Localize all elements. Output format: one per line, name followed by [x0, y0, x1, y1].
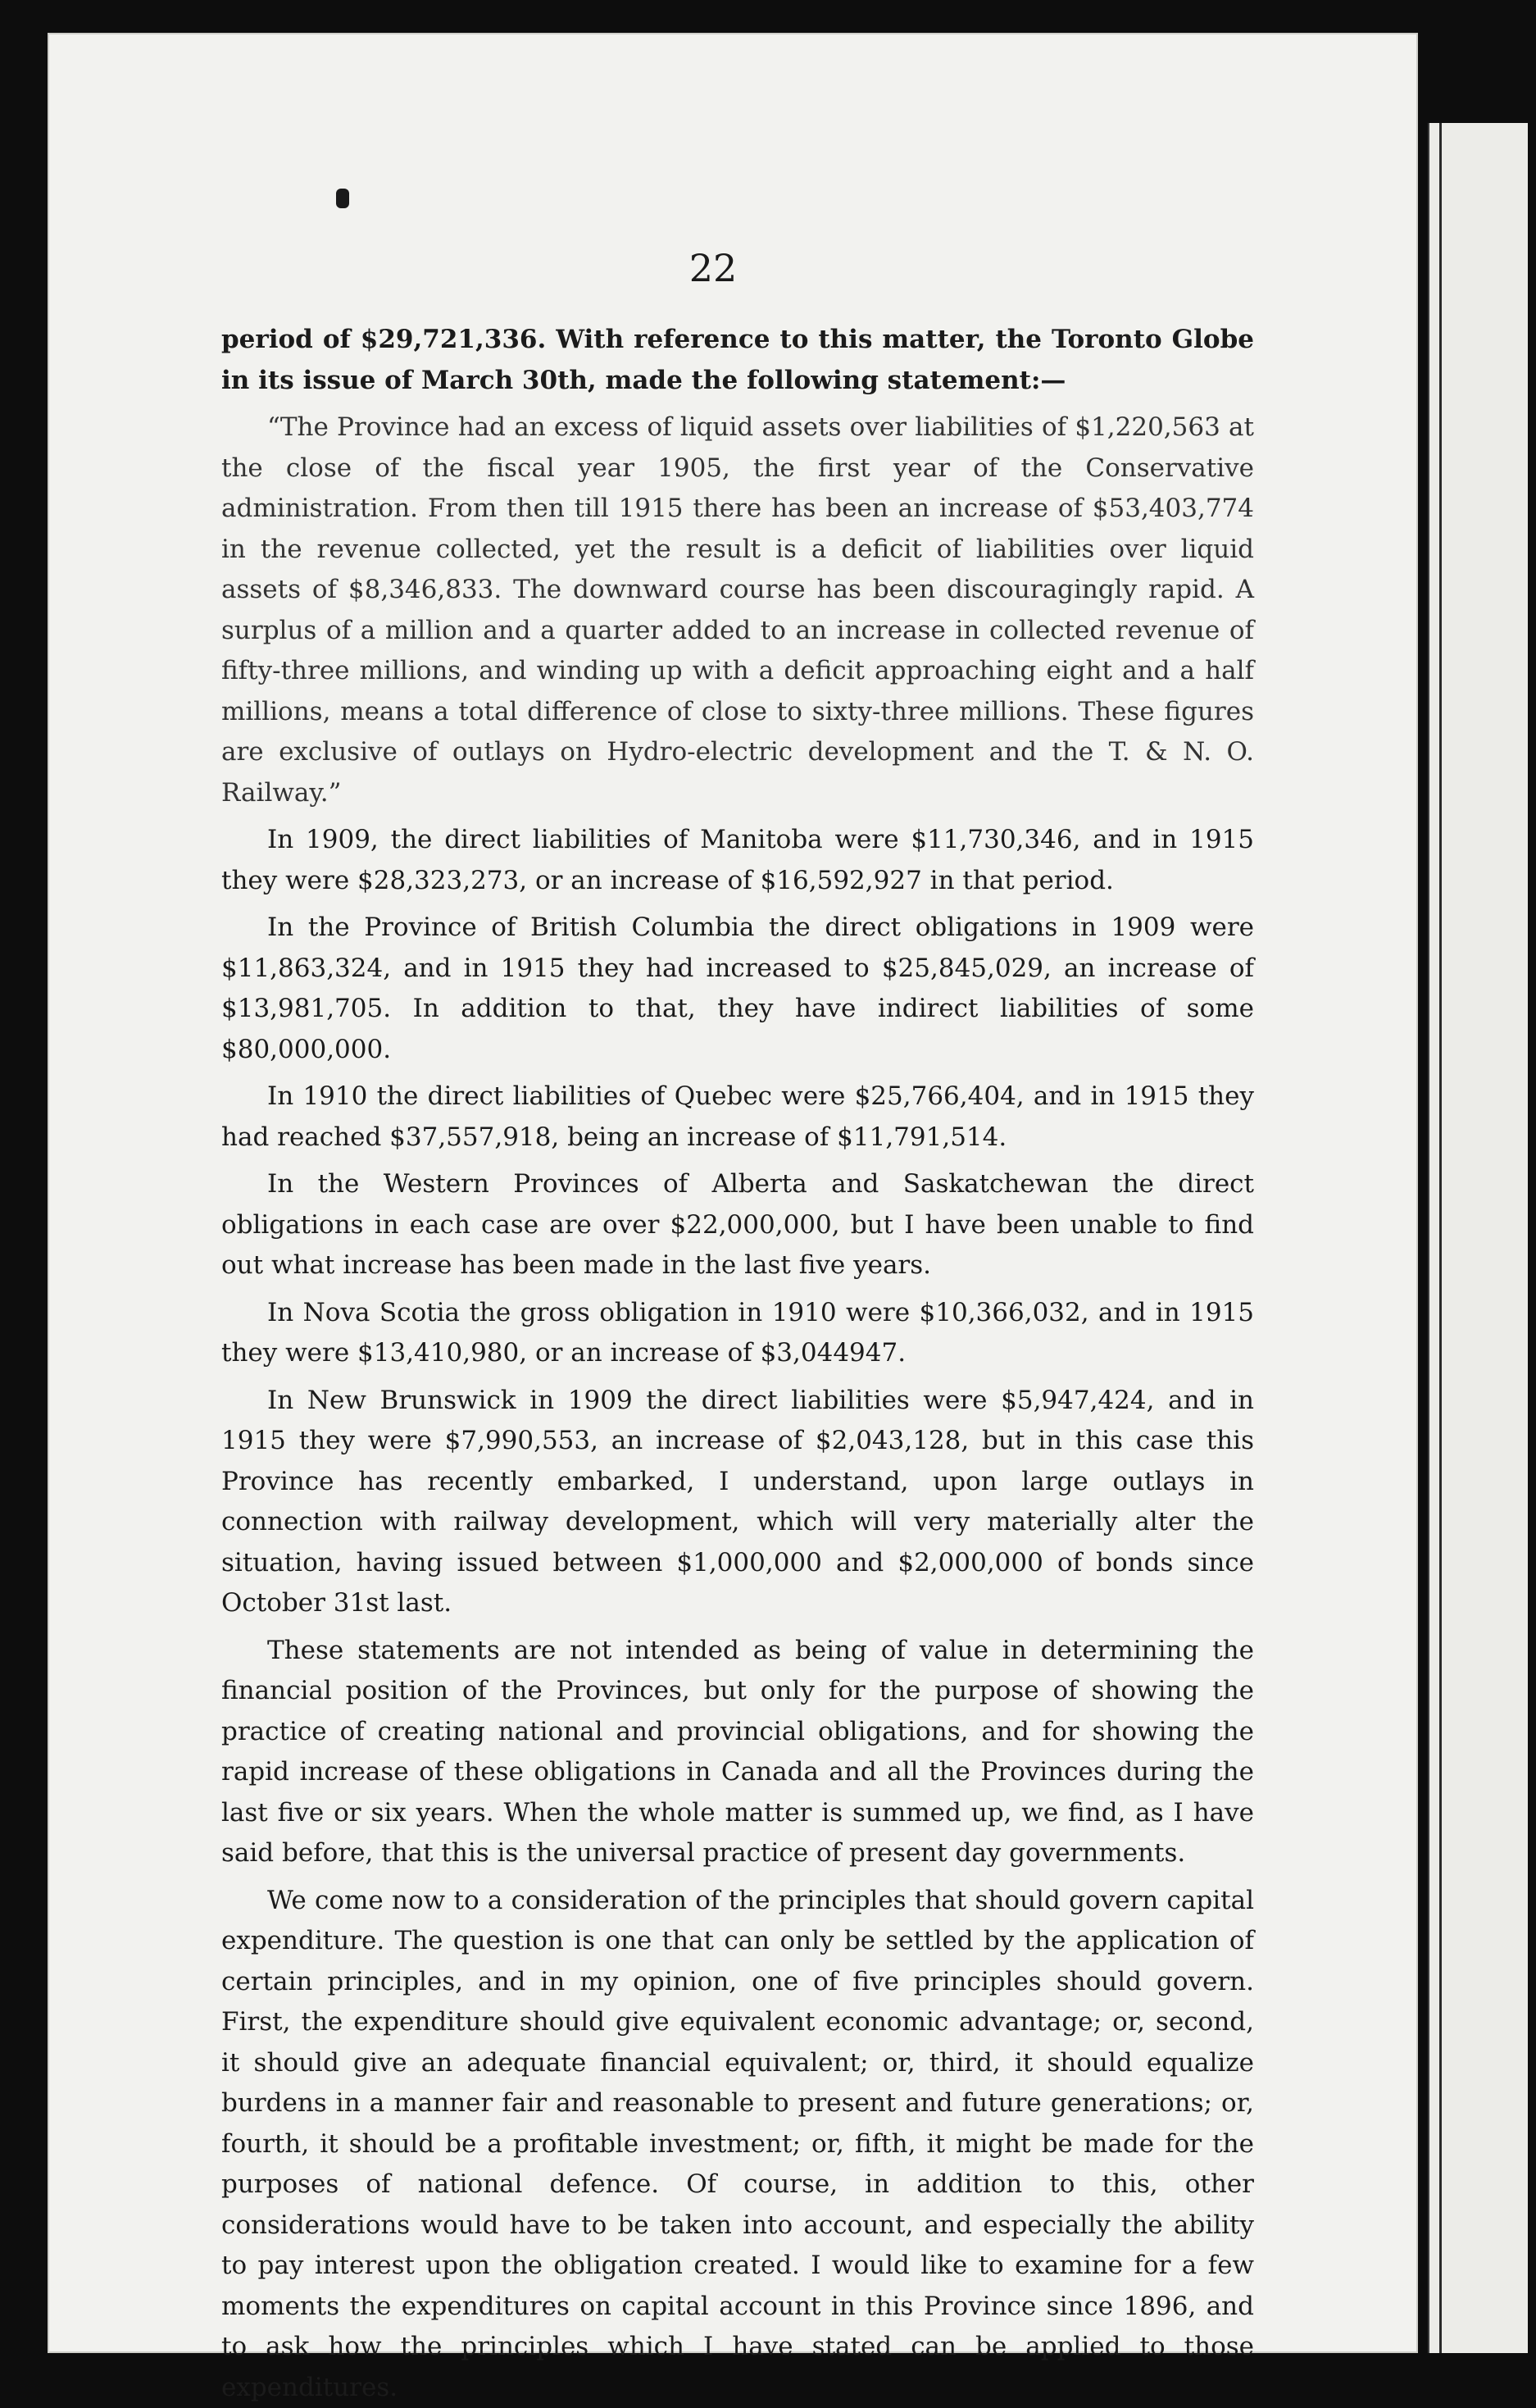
paragraph-3: In 1909, the direct liabilities of Manitoba were $11,730,346, and in 1915 they were $28,323,273, or an increase of $16,592,927 in that period.	[221, 820, 1254, 901]
document-body	[221, 320, 1254, 2408]
paragraph-1: period of $29,721,336. With reference to this matter, the Toronto Globe in its issue of March 30th, made the following statement:—	[221, 320, 1254, 401]
paragraph-2-quotation: “The Province had an excess of liquid assets over liabilities of $1,220,563 at the close of the fiscal year 1905, the first year of the Conservative administration. From then till 1915 there has been an increase of $53,403,774 in the revenue collected, yet the result is a deficit of liabilities over liquid assets of $8,346,833. The downward course has been discouragingly rapid. A surplus of a million and a quarter added to an increase in collected revenue of fifty-three millions, and winding up with a deficit approaching eight and a half millions, means a total difference of close to sixty-three millions. These figures are exclusive of outlays on Hydro-electric development and the T. & N. O. Railway.”	[221, 407, 1254, 813]
page-number: 22	[623, 246, 803, 290]
paragraph-5: In 1910 the direct liabilities of Quebec were $25,766,404, and in 1915 they had reached $37,557,918, being an increase of $11,791,514.	[221, 1077, 1254, 1158]
paragraph-10: We come now to a consideration of the principles that should govern capital expenditure. The question is one that can only be settled by the application of certain principles, and in my opinion, one of five principles should govern. First, the expenditure should give equivalent economic advantage; or, second, it should give an adequate financial equivalent; or, third, it should equalize burdens in a manner fair and reasonable to present and future generations; or, fourth, it should be a profitable investment; or, fifth, it might be made for the purposes of national defence. Of course, in addition to this, other considerations would have to be taken into account, and especially the ability to pay interest upon the obligation created. I would like to examine for a few moments the expenditures on capital account in this Province since 1896, and to ask how the principles which I have stated can be applied to those expenditures.	[221, 1881, 1254, 2408]
paragraph-7: In Nova Scotia the gross obligation in 1910 were $10,366,032, and in 1915 they were $13,410,980, or an increase of $3,044947.	[221, 1293, 1254, 1374]
adjacent-page-edge	[1428, 123, 1528, 2353]
paragraph-8: In New Brunswick in 1909 the direct liabilities were $5,947,424, and in 1915 they were $7,990,553, an increase of $2,043,128, but in this case this Province has recently embarked, I understand, upon large outlays in connection with railway development, which will very materially alter the situation, having issued between $1,000,000 and $2,000,000 of bonds since October 31st last.	[221, 1381, 1254, 1624]
paragraph-4: In the Province of British Columbia the direct obligations in 1909 were $11,863,324, and in 1915 they had increased to $25,845,029, an increase of $13,981,705. In addition to that, they have indirect liabilities of some $80,000,000.	[221, 908, 1254, 1070]
paragraph-9: These statements are not intended as being of value in determining the financial position of the Provinces, but only for the purpose of showing the practice of creating national and provincial obligations, and for showing the rapid increase of these obligations in Canada and all the Provinces during the last five or six years. When the whole matter is summed up, we find, as I have said before, that this is the universal practice of present day governments.	[221, 1631, 1254, 1874]
ink-mark	[336, 189, 349, 208]
page-edge-rule	[1439, 123, 1442, 2353]
paragraph-6: In the Western Provinces of Alberta and Saskatchewan the direct obligations in each case are over $22,000,000, but I have been unable to find out what increase has been made in the last five years.	[221, 1164, 1254, 1286]
